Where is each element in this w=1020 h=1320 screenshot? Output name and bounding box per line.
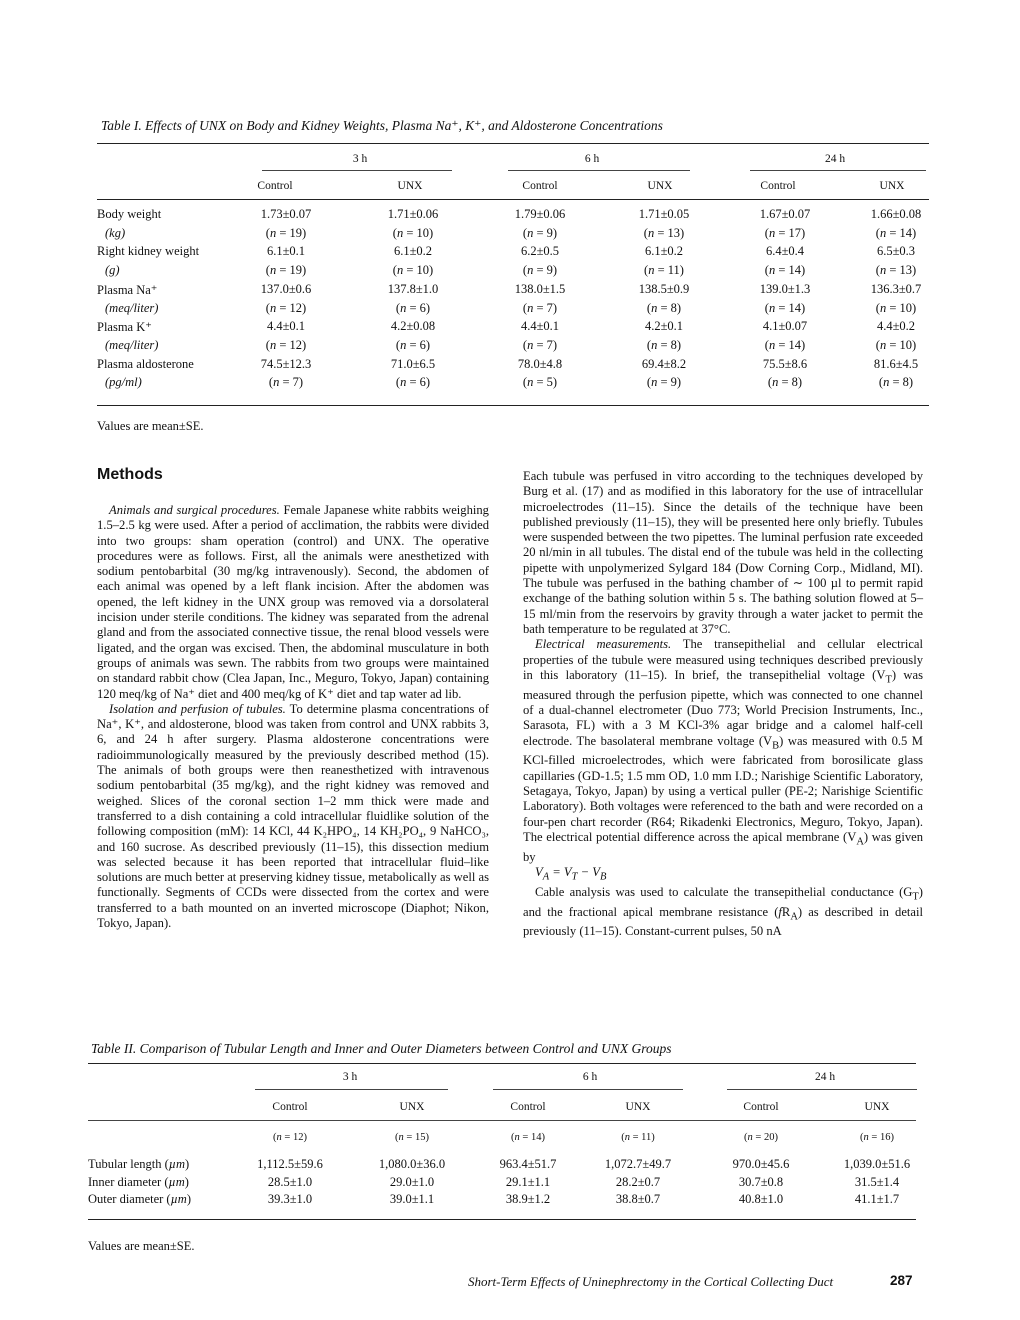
table1-cell: 4.4±0.1 [520, 319, 560, 334]
paragraph-lead: Animals and surgical procedures. [109, 503, 280, 517]
table1-cell: 6.2±0.5 [520, 244, 560, 259]
paragraph-isolation [97, 702, 489, 931]
table1-cell: 69.4±8.2 [641, 356, 687, 371]
table1-cell: 1.71±0.06 [387, 207, 439, 221]
table1-cell: (n = 10) [875, 337, 917, 352]
table1-row-label: (kg) [105, 225, 126, 240]
table1-cell: 1.67±0.07 [759, 207, 811, 221]
table1-cell: 78.0±4.8 [517, 356, 563, 371]
table1-note: Values are mean±SE. [97, 419, 204, 433]
paragraph-perfusion: Each tubule was perfused in vitro according to the techniques developed by Burg et al. (17) and as modified in this laboratory for the use of intracellular microelectrodes (11–15). Since the details of the technique have been published previously (11–15), they will be presented here only briefly. Tubules were suspended between the two pipettes. The luminal perfusion rate exceeded 20 nl/min in all tubules. The distal end of the tubule was held in the collecting pipette with unpolymerized Sylgard 184 (Dow Corning Corp., Midland, MI). The tubule was perfused in the bathing chamber of ∼ 100 µl to permit rapid exchange of the bathing solution within 5 s. The bathing solution flowed at 5–15 ml/min from the reservoirs by gravity through a water jacket to permit the bath temperature to be regulated at 37°C. [523, 469, 923, 636]
table1-cell: (n = 19) [265, 225, 307, 240]
table2-cell: 39.3±1.0 [267, 1192, 313, 1206]
paragraph-text: The transepithelial and cellular electrical properties of the tubule were measured using techniques described previously in this laboratory (11–15). In brief, the transepithelial voltage $(V_T)$ was measured through the perfusion pipette, which was connected to one channel of a dual-channel electrometer (Duo 773; World Precision Instruments, Inc., Sarasota, FL) with a 3 M KCl-3% agar bridge and a calomel half-cell electrode. The basolateral membrane voltage $(V_B)$ was measured with 0.5 M KCl-filled microelectrodes, which were fabricated from borosilicate glass capillaries (GD-1.5; 1.5 mm OD, 1.0 mm I.D.; Narishige Scientific Laboratory, Setagaya, Tokyo, Japan) by using a vertical puller (PE-2; Narishige Scientific Laboratory). Both voltages were referenced to the bath and were recorded on a four-pen chart recorder (R64; Rikadenki Electronics, Meguro, Tokyo, Japan). The electrical potential difference across the apical membrane $(V_A)$ was given by [523, 637, 924, 864]
table1-cell: (n = 8) [878, 375, 914, 390]
table2-group-rule-24h [727, 1089, 917, 1090]
paragraph-text: To determine plasma concentrations of Na⁺, K⁺, and aldosterone, blood was taken from control and UNX rabbits 3, 6, and 24 h after surgery. Plasma aldosterone concentrations were radioimmunologically measured by the previously described method (15). The animals of both groups were then reanesthetized with intravenous sodium pentobarbital (35 mg/kg), and the right kidney was removed and weighed. Slices of the coronal section 1–2 mm thick were made and transferred to a dish containing a cold intracellular fluidlike solution of the following composition (mM): 14 KCl, 44 K₂HPO₄, 14 KH₂PO₄, 9 NaHCO₃, and 160 sucrose. As described previously (11–15), this dissection medium was selected because it has been reported that intracellular fluid–like solutions are much better at preserving kidney tissue, metabolically as well as functionally. Segments of CCDs were dissected from the cortex and were transferred to a bath mounted on an inverted microscope (Diaphot; Nikon, Tokyo, Japan). [97, 701, 489, 931]
table2-group-3h: 3 h [342, 1071, 358, 1083]
table1-group-3h: 3 h [352, 153, 368, 165]
table2-col-header: UNX [625, 1101, 651, 1113]
table2-n-cell: (n = 11) [621, 1132, 655, 1143]
table1-cell: (n = 10) [875, 300, 917, 315]
table1-row-label: Plasma Na⁺ [97, 282, 158, 297]
table1-cell: 75.5±8.6 [762, 356, 808, 371]
paragraph-lead: Electrical measurements. [535, 637, 672, 652]
table2-cell: 28.2±0.7 [615, 1174, 661, 1189]
paragraph-lead: Isolation and perfusion of tubules. [109, 701, 286, 716]
table1-header-rule [97, 199, 929, 200]
table2-cell: 41.1±1.7 [854, 1192, 900, 1206]
table1-col-header: Control [257, 180, 293, 192]
table1-cell: (n = 5) [522, 375, 558, 390]
table1-cell: 6.5±0.3 [876, 244, 916, 259]
table1-cell: (n = 7) [522, 300, 558, 315]
table2-n-cell: (n = 14) [511, 1132, 545, 1143]
table1-row-label: Plasma aldosterone [97, 356, 194, 371]
table2-cell: 1,080.0±36.0 [378, 1157, 446, 1171]
table2-cell: 30.7±0.8 [738, 1174, 784, 1189]
table2-n-cell: (n = 15) [395, 1132, 429, 1143]
methods-left-column [97, 503, 489, 931]
table1-caption: Table I. Effects of UNX on Body and Kidney Weights, Plasma Na⁺, K⁺, and Aldosterone Concentrations [101, 118, 663, 133]
table1-cell: (n = 7) [268, 375, 304, 390]
table1-cell: (n = 17) [764, 225, 806, 240]
methods-right-column [523, 469, 923, 940]
table2-n-cell: (n = 16) [860, 1132, 894, 1143]
table1-col-header: Control [760, 180, 796, 192]
table2-cell: 39.0±1.1 [389, 1192, 435, 1206]
table1-cell: (n = 9) [522, 225, 558, 240]
table1-cell: (n = 12) [265, 300, 307, 315]
table1-cell: 6.4±0.4 [765, 244, 805, 259]
table1-cell: (n = 13) [643, 225, 685, 240]
table2-note: Values are mean±SE. [88, 1239, 195, 1253]
table2-cell: 31.5±1.4 [854, 1174, 900, 1189]
table1-cell: (n = 12) [265, 337, 307, 352]
table2-cell: 28.5±1.0 [267, 1174, 313, 1189]
table1-cell: (n = 6) [395, 337, 431, 352]
table1-group-rule-3h [262, 170, 452, 171]
table1-row-label: Body weight [97, 207, 162, 221]
table1-cell: (n = 14) [764, 263, 806, 278]
table1-cell: (n = 14) [764, 300, 806, 315]
table1-cell: 138.0±1.5 [514, 281, 566, 296]
table1-col-header: UNX [647, 180, 673, 192]
table1-cell: (n = 8) [646, 300, 682, 315]
table1-cell: (n = 6) [395, 375, 431, 390]
table1-cell: (n = 7) [522, 337, 558, 352]
table1-cell: 1.73±0.07 [260, 207, 312, 221]
table1-cell: 1.66±0.08 [870, 207, 922, 221]
table1-cell: 81.6±4.5 [873, 356, 919, 371]
table2-group-6h: 6 h [582, 1071, 598, 1083]
table2-cell: 40.8±1.0 [738, 1192, 784, 1206]
table2-cell: 38.9±1.2 [505, 1192, 551, 1206]
table1-row-label: (pg/ml) [105, 375, 142, 390]
table1-cell: (n = 10) [392, 225, 434, 240]
table1-cell: (n = 6) [395, 300, 431, 315]
table2-cell: 970.0±45.6 [732, 1157, 790, 1171]
table1-row-label: (meq/liter) [105, 337, 159, 352]
table1-cell: 4.2±0.1 [644, 319, 684, 334]
table2-cell: 1,039.0±51.6 [843, 1157, 911, 1171]
table2-cell: 1,112.5±59.6 [257, 1157, 323, 1171]
table1-cell: 1.79±0.06 [514, 207, 566, 221]
table1-cell: 1.71±0.05 [638, 207, 690, 221]
table1-cell: (n = 8) [646, 337, 682, 352]
table2-n-cell: (n = 20) [744, 1132, 778, 1143]
table1-cell: (n = 9) [522, 263, 558, 278]
table1-cell: 137.0±0.6 [260, 281, 312, 296]
table1-row-label: (g) [105, 263, 120, 278]
table1-group-rule-6h [508, 170, 690, 171]
table2-n-cell: (n = 12) [273, 1132, 307, 1143]
table1-cell: (n = 19) [265, 263, 307, 278]
table2-col-header: UNX [864, 1101, 890, 1113]
paragraph-cable: Cable analysis was used to calculate the transepithelial conductance $(G_T)$ and the fractional apical membrane resistance $(fR_A)$ as described in detail previously (11–15). Constant-current pulses, 50 nA [523, 884, 923, 939]
table2-caption: Table II. Comparison of Tubular Length and Inner and Outer Diameters between Control and UNX Groups [91, 1041, 672, 1056]
table2-group-rule-3h [255, 1089, 448, 1090]
table2-row-label: Outer diameter (µm) [88, 1192, 192, 1206]
paragraph-text: Female Japanese white rabbits weighing 1.5–2.5 kg were used. After a period of acclimation, the rabbits were divided into two groups: sham operation (control) and UNX. The operative procedures were as follows. First, all the animals were anesthetized with sodium pentobarbital (30 mg/kg intravenously). Second, the abdomen of each animal was opened by a left flank incision. After the abdomen was opened, the left kidney in the UNX group was removed via a dorsolateral incision under sterile conditions. The kidney was separated from the adrenal gland and from the associated connective tissue, the renal blood vessels were ligated, and the organ was excised. Then, the abdominal musculature in both groups of animals was sewn. The rabbits from two groups were maintained on standard rabbit chow (Clea Japan, Inc., Meguro, Tokyo, Japan) containing 120 meq/kg of Na⁺ diet and 400 meq/kg of K⁺ diet and tap water ad lib. [97, 503, 489, 701]
table2-cell: 963.4±51.7 [499, 1157, 557, 1171]
table2-row-label: Inner diameter (µm) [88, 1174, 189, 1189]
table1-bottom-rule [97, 405, 929, 406]
table2-col-header: UNX [399, 1101, 425, 1113]
table1-cell: (n = 13) [875, 263, 917, 278]
table2-cell: 38.8±0.7 [615, 1192, 661, 1206]
table1-col-header: UNX [397, 180, 423, 192]
table1-cell: 137.8±1.0 [387, 281, 439, 296]
table1-col-header: Control [522, 180, 558, 192]
table1-top-rule [97, 143, 929, 144]
running-title: Short-Term Effects of Uninephrectomy in the Cortical Collecting Duct [468, 1274, 834, 1289]
equation: $V_A = V_T - V_B$ [535, 864, 607, 883]
table1-row-label: Right kidney weight [97, 244, 200, 259]
table1-cell: 138.5±0.9 [638, 281, 690, 296]
table1-row-label: Plasma K⁺ [97, 320, 152, 335]
table2-col-header: Control [743, 1101, 779, 1113]
table1-cell: 4.4±0.1 [266, 319, 306, 334]
paragraph-electrical [523, 637, 923, 865]
table1-group-rule-24h [750, 170, 926, 171]
table1-cell: (n = 8) [767, 375, 803, 390]
table1-cell: 136.3±0.7 [870, 281, 922, 296]
table2-bottom-rule [88, 1219, 916, 1220]
table1-cell: 139.0±1.3 [759, 281, 811, 296]
table2-group-24h: 24 h [814, 1071, 836, 1083]
table1-cell: (n = 11) [644, 263, 684, 278]
table1-cell: 6.1±0.2 [393, 244, 433, 259]
table1-cell: 4.2±0.08 [390, 319, 436, 334]
table1-group-24h: 24 h [824, 153, 846, 165]
page-number: 287 [890, 1273, 913, 1288]
table2-header-rule [88, 1120, 916, 1121]
table1-cell: (n = 14) [764, 337, 806, 352]
table1-cell: (n = 14) [875, 225, 917, 240]
table1-row-label: (meq/liter) [105, 300, 159, 315]
table1-cell: 4.4±0.2 [876, 319, 916, 334]
table2-col-header: Control [510, 1101, 546, 1113]
table2-row-label: Tubular length (µm) [88, 1157, 190, 1171]
methods-heading: Methods [97, 466, 163, 483]
table1-cell: 6.1±0.2 [644, 244, 684, 259]
table2-cell: 1,072.7±49.7 [604, 1157, 672, 1171]
table2-top-rule [88, 1063, 916, 1064]
table1-col-header: UNX [879, 180, 905, 192]
table2-group-rule-6h [493, 1089, 683, 1090]
table1-group-6h: 6 h [584, 153, 600, 165]
table1-cell: 74.5±12.3 [260, 356, 312, 371]
table2-cell: 29.0±1.0 [389, 1174, 435, 1189]
table1-cell: 6.1±0.1 [266, 244, 306, 259]
table1-cell: (n = 10) [392, 263, 434, 278]
table1-cell: 71.0±6.5 [390, 356, 436, 371]
paragraph-animals [97, 503, 489, 702]
table1-cell: (n = 9) [646, 375, 682, 390]
table1-cell: 4.1±0.07 [762, 319, 808, 334]
table2-cell: 29.1±1.1 [505, 1174, 551, 1189]
table2-col-header: Control [272, 1101, 308, 1113]
